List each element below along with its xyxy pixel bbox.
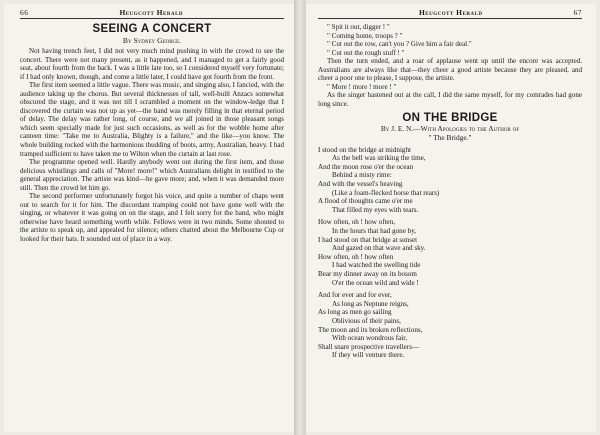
poem-body	[318, 146, 582, 360]
left-running-title: Heugcott Herald	[119, 8, 184, 17]
article-paragraph: The second performer unfortunately forgot his voice, and quite a number of chaps went out to search for it for him. The discordant tramping could not have gone well with the singing, or whatever it was going on on the stage, and I felt sorry for the band, who might otherwise have heard something worth while. Fellows were in two minds. Some shouted to the artiste to speak up, and appealed for silence; others chatted about the Melbourne Cup or looked for their hats. It sounded out of place in a way.	[20, 192, 284, 244]
quote-line: " More ! more ! more ! "	[327, 82, 397, 91]
right-running-title: Heugcott Herald	[418, 8, 483, 17]
poem-line: If they will venture there.	[332, 351, 405, 360]
poem-line: Bear my dinner away on its bosom	[318, 269, 417, 278]
poem-line: How often, oh ! how often	[318, 252, 394, 261]
poem-byline-author: By J. E. N.—With Apologies to the Author of	[380, 124, 520, 134]
poem-byline-work: " The Bridge."	[428, 133, 472, 143]
poem-line: And the moon rose o'er the ocean	[318, 162, 414, 171]
right-running-head	[318, 8, 582, 19]
left-page-number: 66	[20, 8, 29, 17]
poem-line: Shall snare prospective travellers—	[318, 342, 420, 351]
poem-line: The moon and its broken reflections,	[318, 325, 423, 334]
quote-line: " Cut out the rough stuff ! "	[327, 48, 405, 57]
poem-byline	[318, 125, 582, 142]
article-body	[20, 47, 284, 244]
poem-line: How often, oh ! how often,	[318, 218, 396, 227]
poem-line: I stood on the bridge at midnight	[318, 145, 411, 154]
poem-line: As long as men go sailing	[318, 308, 392, 317]
poem-line: (Like a foam-flecked horse that rears)	[332, 188, 440, 197]
left-running-head	[20, 8, 284, 19]
poem-line: And for ever and for ever,	[318, 291, 392, 300]
poem-line: As long as Neptune reigns,	[332, 299, 409, 308]
poem-line: And gazed on that wave and sky.	[332, 244, 426, 253]
article-paragraph: Then the turn ended, and a roar of applause went up until the encore was accepted. Australians are always like that—they cheer a good artiste because they are pleased, and cheer a poor one to please, I suppose, the artiste.	[318, 57, 582, 83]
article-paragraph: The first item seemed a little vague. There was music, and singing also, I fancied, with the audience taking up the chorus. But several thicknesses of tall, well-built Anzacs somewhat obscured the stage, and it was not till I scrambled a moment on the window-ledge that I discovered the curtain was not up as yet—the band was merely filling in that eternal period of delay. The delay was rather long, of course, and we all joined in those pleasant songs which seem specially made for just such occasions, as well as for the wobble home after canteen time: "Take me to Australia, Blighty is a failure," and the like—you know. The whole building rocked with the harmonious thudding of boots, army, Australian, heavy. I had tramped sufficient to have taken me to Wilton when the curtain at last rose.	[20, 81, 284, 158]
poem-line: I had watched the swelling tide	[332, 261, 421, 270]
right-page	[306, 4, 596, 432]
poem-stanza	[318, 218, 582, 287]
poem-title: ON THE BRIDGE	[402, 112, 498, 125]
poem-line: As the bell was striking the time,	[332, 154, 426, 163]
poem-line: And with the vessel's heaving	[318, 180, 403, 189]
poem-line: I had stood on that bridge at sunset	[318, 235, 418, 244]
page-gutter	[294, 0, 306, 435]
quote-line: " Cut out the row, can't you ? Give him a fair deal."	[327, 40, 472, 49]
right-page-number: 67	[573, 8, 582, 17]
quote-line: " Coming home, troops ? "	[327, 31, 403, 40]
poem-line: With ocean wondrous fair,	[332, 334, 408, 343]
left-page	[4, 4, 294, 432]
quote-line: " Spit it out, digger ! "	[327, 23, 390, 31]
poem-line: Behind a misty rime:	[332, 171, 392, 180]
poem-line: Oblivious of their pains,	[332, 316, 401, 325]
article-paragraph: As the singer hastened out at the call, I did the same myself, for my comrades had gone long since.	[318, 91, 582, 108]
article-title: SEEING A CONCERT	[92, 23, 212, 35]
poem-line: In the hours that had gone by,	[332, 227, 417, 235]
poem-line: That filled my eyes with tears.	[332, 205, 419, 214]
article-byline: By Sydney George.	[122, 36, 182, 45]
poem-stanza	[318, 291, 582, 360]
article-paragraph: The programme opened well. Hardly anybody went out during the first item, and those delicious whistlings and calls of "More! more!" which Australians delight in testified to the general appreciation. The artiste was kind—he gave more; and, when it was demanded more still. Then the crowd let him go.	[20, 158, 284, 192]
article-continuation	[318, 23, 582, 108]
poem-stanza	[318, 146, 582, 215]
poem-line: A flood of thoughts came o'er me	[318, 197, 413, 206]
poem-line: O'er the ocean wild and wide !	[332, 278, 419, 287]
article-paragraph: Not having trench feet, I did not very much mind pushing in with the crowd to see the concert. There were not many present, as it happened, and I managed to get a fairly good seat, about fourth from the back. I was a little late too, so I considered myself very fortunate; if I had only known, though, and come a little later, I could have got fourth from the front.	[20, 47, 284, 81]
